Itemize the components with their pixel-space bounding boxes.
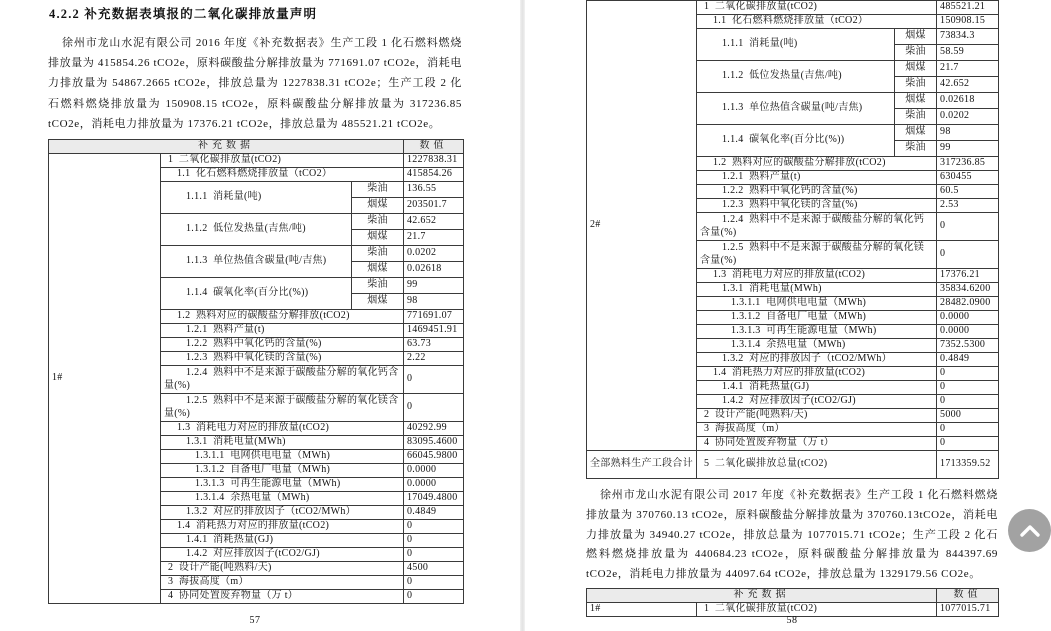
row-label-cell: 1.2.3 熟料中氧化镁的含量(%)	[697, 199, 937, 213]
fuel-name-cell: 柴油	[895, 109, 937, 125]
row-value-cell: 136.55	[404, 182, 464, 198]
row-value-cell: 5000	[937, 409, 999, 423]
row-value-cell: 83095.4600	[404, 436, 464, 450]
row-value-cell: 1713359.52	[937, 451, 999, 479]
row-value-cell: 0.02618	[404, 262, 464, 278]
row-value-cell: 0	[404, 548, 464, 562]
page-number: 58	[786, 615, 798, 626]
row-label-cell: 1.3.1.1 电网供电电量（MWh)	[697, 297, 937, 311]
row-label-cell: 2 设计产能(吨熟料/天)	[697, 409, 937, 423]
row-value-cell: 21.7	[937, 61, 999, 77]
row-value-cell: 7352.5300	[937, 339, 999, 353]
page-number: 57	[249, 615, 261, 626]
fuel-name-cell: 柴油	[895, 141, 937, 157]
supplementary-data-table-2016-section1	[48, 139, 464, 604]
fuel-name-cell: 烟煤	[895, 93, 937, 109]
fuel-name-cell: 柴油	[352, 214, 404, 230]
chevron-up-icon	[1019, 524, 1041, 538]
row-value-cell: 17049.4800	[404, 492, 464, 506]
row-label-cell: 3 海拔高度（m）	[161, 576, 404, 590]
row-label-cell: 1.3.1.4 余热电量（MWh)	[161, 492, 404, 506]
group-label-cell: 2#	[587, 1, 697, 451]
row-label-cell: 1.1.3 单位热值含碳量(吨/吉焦)	[697, 93, 895, 125]
row-value-cell: 0	[937, 395, 999, 409]
row-value-cell: 17376.21	[937, 269, 999, 283]
header-data-cell: 补充数据	[587, 589, 937, 603]
row-value-cell: 0	[404, 366, 464, 394]
fuel-name-cell: 柴油	[352, 246, 404, 262]
header-value-cell: 数值	[937, 589, 999, 603]
row-label-cell: 1.3.1.3 可再生能源电量（MWh)	[697, 325, 937, 339]
summary-row	[587, 451, 999, 479]
row-value-cell: 0	[937, 241, 999, 269]
row-label-cell: 1.4 消耗热力对应的排放量(tCO2)	[697, 367, 937, 381]
row-value-cell: 40292.99	[404, 422, 464, 436]
row-value-cell: 0.0000	[937, 325, 999, 339]
row-value-cell: 0	[937, 437, 999, 451]
row-label-cell: 1.3.1.2 自备电厂电量（MWh)	[161, 464, 404, 478]
row-value-cell: 1227838.31	[404, 154, 464, 168]
row-value-cell: 42.652	[937, 77, 999, 93]
row-label-cell: 1.1.3 单位热值含碳量(吨/吉焦)	[161, 246, 352, 278]
row-label-cell: 1.2.5 熟料中不是来源于碳酸盐分解的氧化镁含量(%)	[697, 241, 937, 269]
row-value-cell: 771691.07	[404, 310, 464, 324]
fuel-name-cell: 烟煤	[352, 294, 404, 310]
row-value-cell: 73834.3	[937, 29, 999, 45]
row-label-cell: 1.2.1 熟料产量(t)	[697, 171, 937, 185]
row-value-cell: 0.0202	[937, 109, 999, 125]
row-label-cell: 1.1.2 低位发热量(吉焦/吨)	[697, 61, 895, 93]
row-value-cell: 2.22	[404, 352, 464, 366]
row-value-cell: 485521.21	[937, 1, 999, 15]
row-label-cell: 1.1 化石燃料燃烧排放量（tCO2）	[161, 168, 404, 182]
row-value-cell: 2.53	[937, 199, 999, 213]
fuel-name-cell: 柴油	[895, 77, 937, 93]
table-row	[49, 154, 464, 168]
header-value-cell: 数值	[404, 140, 464, 154]
page-58	[525, 0, 1051, 631]
row-label-cell: 1.2.2 熟料中氧化钙的含量(%)	[697, 185, 937, 199]
row-label-cell: 1.1.1 消耗量(吨)	[697, 29, 895, 61]
row-label-cell: 1.2.5 熟料中不是来源于碳酸盐分解的氧化镁含量(%)	[161, 394, 404, 422]
row-value-cell: 42.652	[404, 214, 464, 230]
row-label-cell: 1.2 熟料对应的碳酸盐分解排放(tCO2)	[161, 310, 404, 324]
row-value-cell: 99	[937, 141, 999, 157]
scroll-top-button[interactable]	[1008, 509, 1051, 552]
row-value-cell: 0.4849	[404, 506, 464, 520]
fuel-name-cell: 烟煤	[352, 230, 404, 246]
row-value-cell: 203501.7	[404, 198, 464, 214]
row-label-cell: 1.2.1 熟料产量(t)	[161, 324, 404, 338]
row-label-cell: 1.3.2 对应的排放因子（tCO2/MWh）	[697, 353, 937, 367]
row-value-cell: 0.0000	[404, 478, 464, 492]
row-value-cell: 0	[404, 534, 464, 548]
row-label-cell: 1.2.3 熟料中氧化镁的含量(%)	[161, 352, 404, 366]
row-label-cell: 1.4.2 对应排放因子(tCO2/GJ)	[161, 548, 404, 562]
row-label-cell: 1 二氧化碳排放量(tCO2)	[697, 603, 937, 617]
row-label-cell: 1.3.1.1 电网供电电量（MWh)	[161, 450, 404, 464]
declaration-paragraph-2016: 徐州市龙山水泥有限公司 2016 年度《补充数据表》生产工段 1 化石燃料燃烧排放量为 415854.26 tCO2e，原料碳酸盐分解排放量为 771691.07 tCO2e，消耗电力排放量为 54867.2665 tCO2e，排放总量为 1227838.31 tCO2e；生产工段 2 化石燃料燃烧排放量为 150908.15 tCO2e，原料碳酸盐分解排放量为 317236.85 tCO2e，消耗电力排放量为 17376.21 tCO2e，排放总量为 485521.21 tCO2e。	[48, 37, 462, 130]
row-label-cell: 1.4.1 消耗热量(GJ)	[161, 534, 404, 548]
row-label-cell: 1.3.1.3 可再生能源电量（MWh)	[161, 478, 404, 492]
row-value-cell: 415854.26	[404, 168, 464, 182]
row-value-cell: 0	[404, 576, 464, 590]
row-label-cell: 2 设计产能(吨熟料/天)	[161, 562, 404, 576]
row-label-cell: 1 二氧化碳排放量(tCO2)	[697, 1, 937, 15]
table-header-row	[587, 589, 999, 603]
row-label-cell: 1.4.1 消耗热量(GJ)	[697, 381, 937, 395]
row-value-cell: 0	[404, 520, 464, 534]
table-header-row	[49, 140, 464, 154]
page-57	[0, 0, 520, 631]
row-label-cell: 4 协同处置废弃物量（万 t）	[161, 590, 404, 604]
row-label-cell: 1.2 熟料对应的碳酸盐分解排放(tCO2)	[697, 157, 937, 171]
row-value-cell: 1077015.71	[937, 603, 999, 617]
row-value-cell: 1469451.91	[404, 324, 464, 338]
fuel-name-cell: 烟煤	[895, 29, 937, 45]
fuel-name-cell: 烟煤	[352, 198, 404, 214]
row-value-cell: 98	[937, 125, 999, 141]
row-value-cell: 0	[404, 394, 464, 422]
row-label-cell: 1.2.2 熟料中氧化钙的含量(%)	[161, 338, 404, 352]
row-label-cell: 1.3.1 消耗电量(MWh)	[697, 283, 937, 297]
row-value-cell: 60.5	[937, 185, 999, 199]
declaration-paragraph-2017: 徐州市龙山水泥有限公司 2017 年度《补充数据表》生产工段 1 化石燃料燃烧排放量为 370760.13 tCO2e，原料碳酸盐分解排放量为 370760.13tCO2e，消耗电力排放量为 34940.27 tCO2e，排放总量为 1077015.71 tCO2e；生产工段 2 化石燃料燃烧排放量为 440684.23 tCO2e，原料碳酸盐分解排放量为 844397.69 tCO2e，消耗电力排放量为 44097.64 tCO2e，排放总量为 1329179.56 CO2e。	[586, 489, 998, 581]
row-value-cell: 0.0000	[937, 311, 999, 325]
row-label-cell: 1.1.2 低位发热量(吉焦/吨)	[161, 214, 352, 246]
row-label-cell: 1.2.4 熟料中不是来源于碳酸盐分解的氧化钙含量(%)	[161, 366, 404, 394]
row-label-cell: 1.1.4 碳氧化率(百分比(%))	[161, 278, 352, 310]
row-label-cell: 1.4 消耗热力对应的排放量(tCO2)	[161, 520, 404, 534]
row-label-cell: 1.3.2 对应的排放因子（tCO2/MWh）	[161, 506, 404, 520]
row-value-cell: 0.02618	[937, 93, 999, 109]
row-value-cell: 66045.9800	[404, 450, 464, 464]
row-label-cell: 1.3.1 消耗电量(MWh)	[161, 436, 404, 450]
row-value-cell: 0.4849	[937, 353, 999, 367]
row-label-cell: 1.1.1 消耗量(吨)	[161, 182, 352, 214]
row-value-cell: 0.0000	[404, 464, 464, 478]
row-value-cell: 99	[404, 278, 464, 294]
row-value-cell: 0	[404, 590, 464, 604]
row-value-cell: 0	[937, 213, 999, 241]
row-label-cell: 1.2.4 熟料中不是来源于碳酸盐分解的氧化钙含量(%)	[697, 213, 937, 241]
supplementary-data-table-2017-section1	[586, 588, 999, 617]
row-value-cell: 4500	[404, 562, 464, 576]
row-value-cell: 58.59	[937, 45, 999, 61]
supplementary-data-table-2016-section2	[586, 0, 999, 479]
fuel-name-cell: 柴油	[352, 182, 404, 198]
fuel-name-cell: 柴油	[895, 45, 937, 61]
section-title: 4.2.2 补充数据表填报的二氧化碳排放量声明	[49, 7, 318, 21]
row-label-cell: 1.1.4 碳氧化率(百分比(%))	[697, 125, 895, 157]
row-value-cell: 35834.6200	[937, 283, 999, 297]
row-value-cell: 0.0202	[404, 246, 464, 262]
row-label-cell: 5 二氧化碳排放总量(tCO2)	[697, 451, 937, 479]
row-label-cell: 1.3 消耗电力对应的排放量(tCO2)	[697, 269, 937, 283]
fuel-name-cell: 烟煤	[895, 61, 937, 77]
row-value-cell: 317236.85	[937, 157, 999, 171]
table-row	[587, 1, 999, 15]
row-label-cell: 1.1 化石燃料燃烧排放量（tCO2）	[697, 15, 937, 29]
row-value-cell: 150908.15	[937, 15, 999, 29]
header-data-cell: 补充数据	[49, 140, 404, 154]
row-value-cell: 28482.0900	[937, 297, 999, 311]
row-value-cell: 0	[937, 367, 999, 381]
group-label-cell: 1#	[49, 154, 161, 604]
row-label-cell: 1.4.2 对应排放因子(tCO2/GJ)	[697, 395, 937, 409]
fuel-name-cell: 柴油	[352, 278, 404, 294]
row-label-cell: 1.3.1.2 自备电厂电量（MWh)	[697, 311, 937, 325]
fuel-name-cell: 烟煤	[895, 125, 937, 141]
row-label-cell: 1.3.1.4 余热电量（MWh)	[697, 339, 937, 353]
fuel-name-cell: 烟煤	[352, 262, 404, 278]
row-value-cell: 630455	[937, 171, 999, 185]
row-value-cell: 63.73	[404, 338, 464, 352]
row-value-cell: 0	[937, 423, 999, 437]
row-label-cell: 4 协同处置废弃物量（万 t）	[697, 437, 937, 451]
group-label-cell: 1#	[587, 603, 697, 617]
row-label-cell: 1.3 消耗电力对应的排放量(tCO2)	[161, 422, 404, 436]
row-value-cell: 98	[404, 294, 464, 310]
row-label-cell: 3 海拔高度（m）	[697, 423, 937, 437]
row-label-cell: 1 二氧化碳排放量(tCO2)	[161, 154, 404, 168]
row-value-cell: 0	[937, 381, 999, 395]
row-value-cell: 21.7	[404, 230, 464, 246]
summary-group-label-cell: 全部熟料生产工段合计	[587, 451, 697, 479]
